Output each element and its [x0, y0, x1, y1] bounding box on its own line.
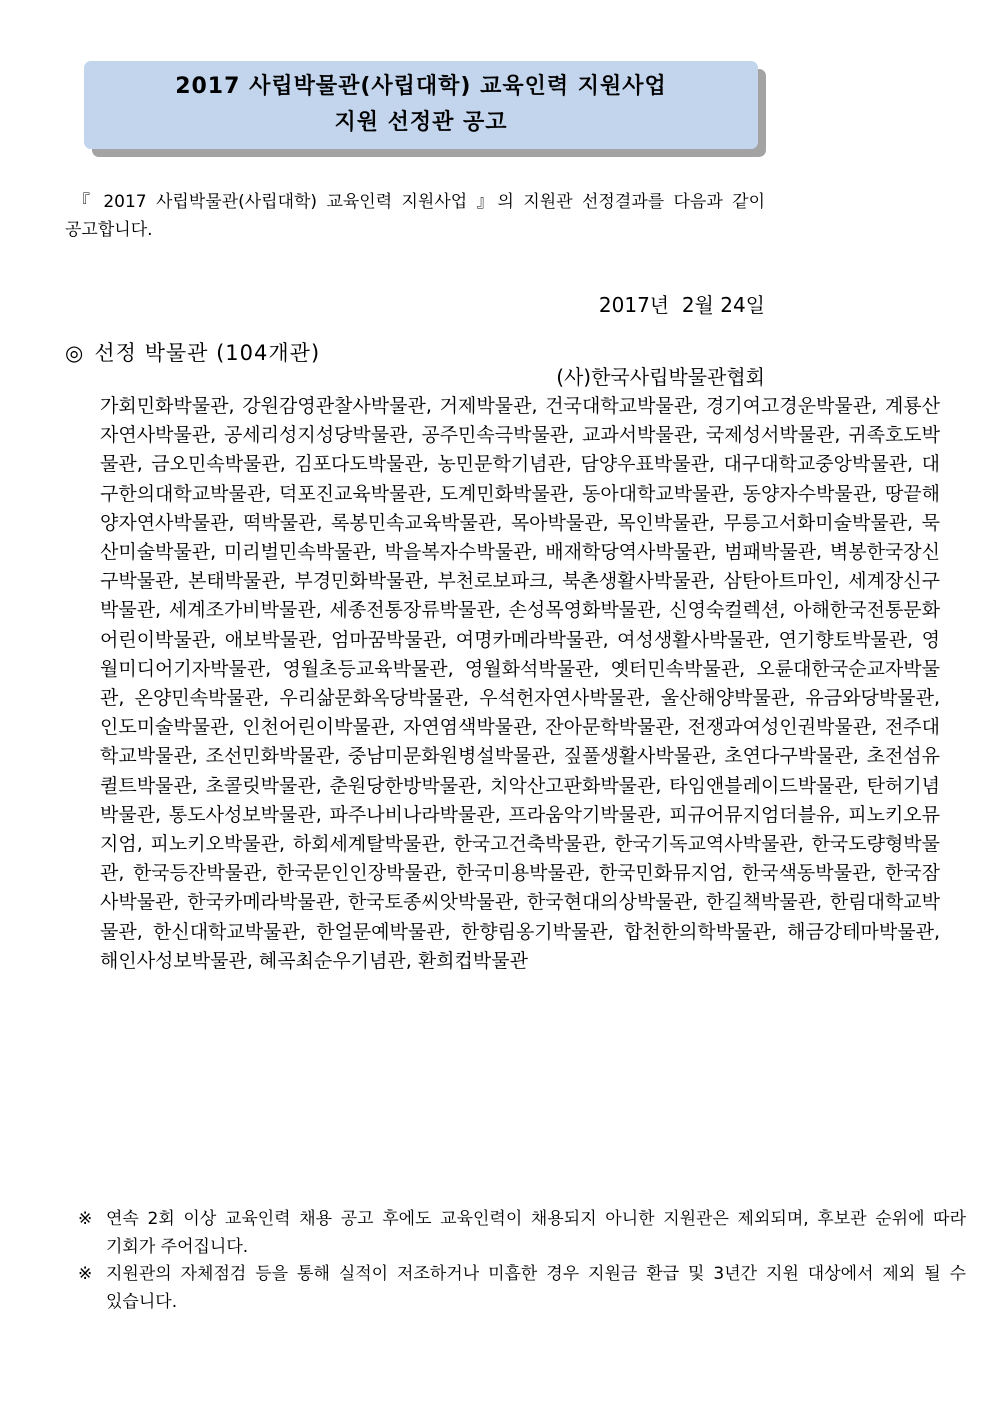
announcement-date: 2017년 2월 24일 [598, 293, 765, 317]
document-title-line2: 지원 선정관 공고 [334, 109, 508, 135]
document-title-line1: 2017 사립박물관(사립대학) 교육인력 지원사업 [175, 74, 667, 100]
intro-paragraph: 『 2017 사립박물관(사립대학) 교육인력 지원사업 』의 지원관 선정결과를 다음과 같이 공고합니다. [65, 192, 765, 240]
reference-mark-icon: ※ [78, 1264, 93, 1284]
section-title: 선정 박물관 (104개관) [94, 341, 321, 365]
footnote-item [78, 1206, 966, 1261]
section-bullet-icon: ◎ [65, 341, 85, 365]
footnote-item [78, 1261, 966, 1316]
reference-mark-icon: ※ [78, 1209, 93, 1229]
footnote-text: 지원관의 자체점검 등을 통해 실적이 저조하거나 미흡한 경우 지원금 환급 및 3년간 지원 대상에서 제외 될 수 있습니다. [106, 1264, 966, 1312]
footnotes [78, 1206, 966, 1316]
section-heading [65, 337, 320, 367]
organization-name: (사)한국사립박물관협회 [556, 365, 765, 389]
title-box [84, 61, 758, 149]
selected-museums-list: 가회민화박물관, 강원감영관찰사박물관, 거제박물관, 건국대학교박물관, 경기여고경운박물관, 계룡산자연사박물관, 공세리성지성당박물관, 공주민속극박물관, 교과서박물관, 국제성서박물관, 귀족호도박물관, 금오민속박물관, 김포다도박물관, 농민문학기념관, 담양우표박물관, 대구대학교중앙박물관, 대구한의대학교박물관, 덕포진교육박물관, 도계민화박물관, 동아대학교박물관, 동양자수박물관, 땅끝해양자연사박물관, 떡박물관, 록봉민속교육박물관, 목아박물관, 목인박물관, 무릉고서화미술박물관, 묵산미술박물관, 미리벌민속박물관, 박을복자수박물관, 배재학당역사박물관, 범패박물관, 벽봉한국장신구박물관, 본태박물관, 부경민화박물관, 부천로보파크, 북촌생활사박물관, 삼탄아트마인, 세계장신구박물관, 세계조가비박물관, 세종전통장류박물관, 손성목영화박물관, 신영숙컬렉션, 아해한국전통문화어린이박물관, 애보박물관, 엄마꿈박물관, 여명카메라박물관, 여성생활사박물관, 연기향토박물관, 영월미디어기자박물관, 영월초등교육박물관, 영월화석박물관, 옛터민속박물관, 오륜대한국순교자박물관, 온양민속박물관, 우리삶문화옥당박물관, 우석헌자연사박물관, 울산해양박물관, 유금와당박물관, 인도미술박물관, 인천어린이박물관, 자연염색박물관, 잔아문학박물관, 전쟁과여성인권박물관, 전주대학교박물관, 조선민화박물관, 중남미문화원병설박물관, 짚풀생활사박물관, 초연다구박물관, 초전섬유퀼트박물관, 초콜릿박물관, 춘원당한방박물관, 치악산고판화박물관, 타임앤블레이드박물관, 탄허기념박물관, 통도사성보박물관, 파주나비나라박물관, 프라움악기박물관, 피규어뮤지엄더블유, 피노키오뮤지엄, 피노키오박물관, 하회세계탈박물관, 한국고건축박물관, 한국기독교역사박물관, 한국도량형박물관, 한국등잔박물관, 한국문인인장박물관, 한국미용박물관, 한국민화뮤지엄, 한국색동박물관, 한국잠사박물관, 한국카메라박물관, 한국토종씨앗박물관, 한국현대의상박물관, 한길책박물관, 한림대학교박물관, 한신대학교박물관, 한얼문예박물관, 한향림옹기박물관, 합천한의학박물관, 해금강테마박물관, 해인사성보박물관, 혜곡최순우기념관, 환희컵박물관 [100, 395, 941, 972]
footnote-text: 연속 2회 이상 교육인력 채용 공고 후에도 교육인력이 채용되지 아니한 지원관은 제외되며, 후보관 순위에 따라 기회가 주어집니다. [106, 1209, 966, 1257]
